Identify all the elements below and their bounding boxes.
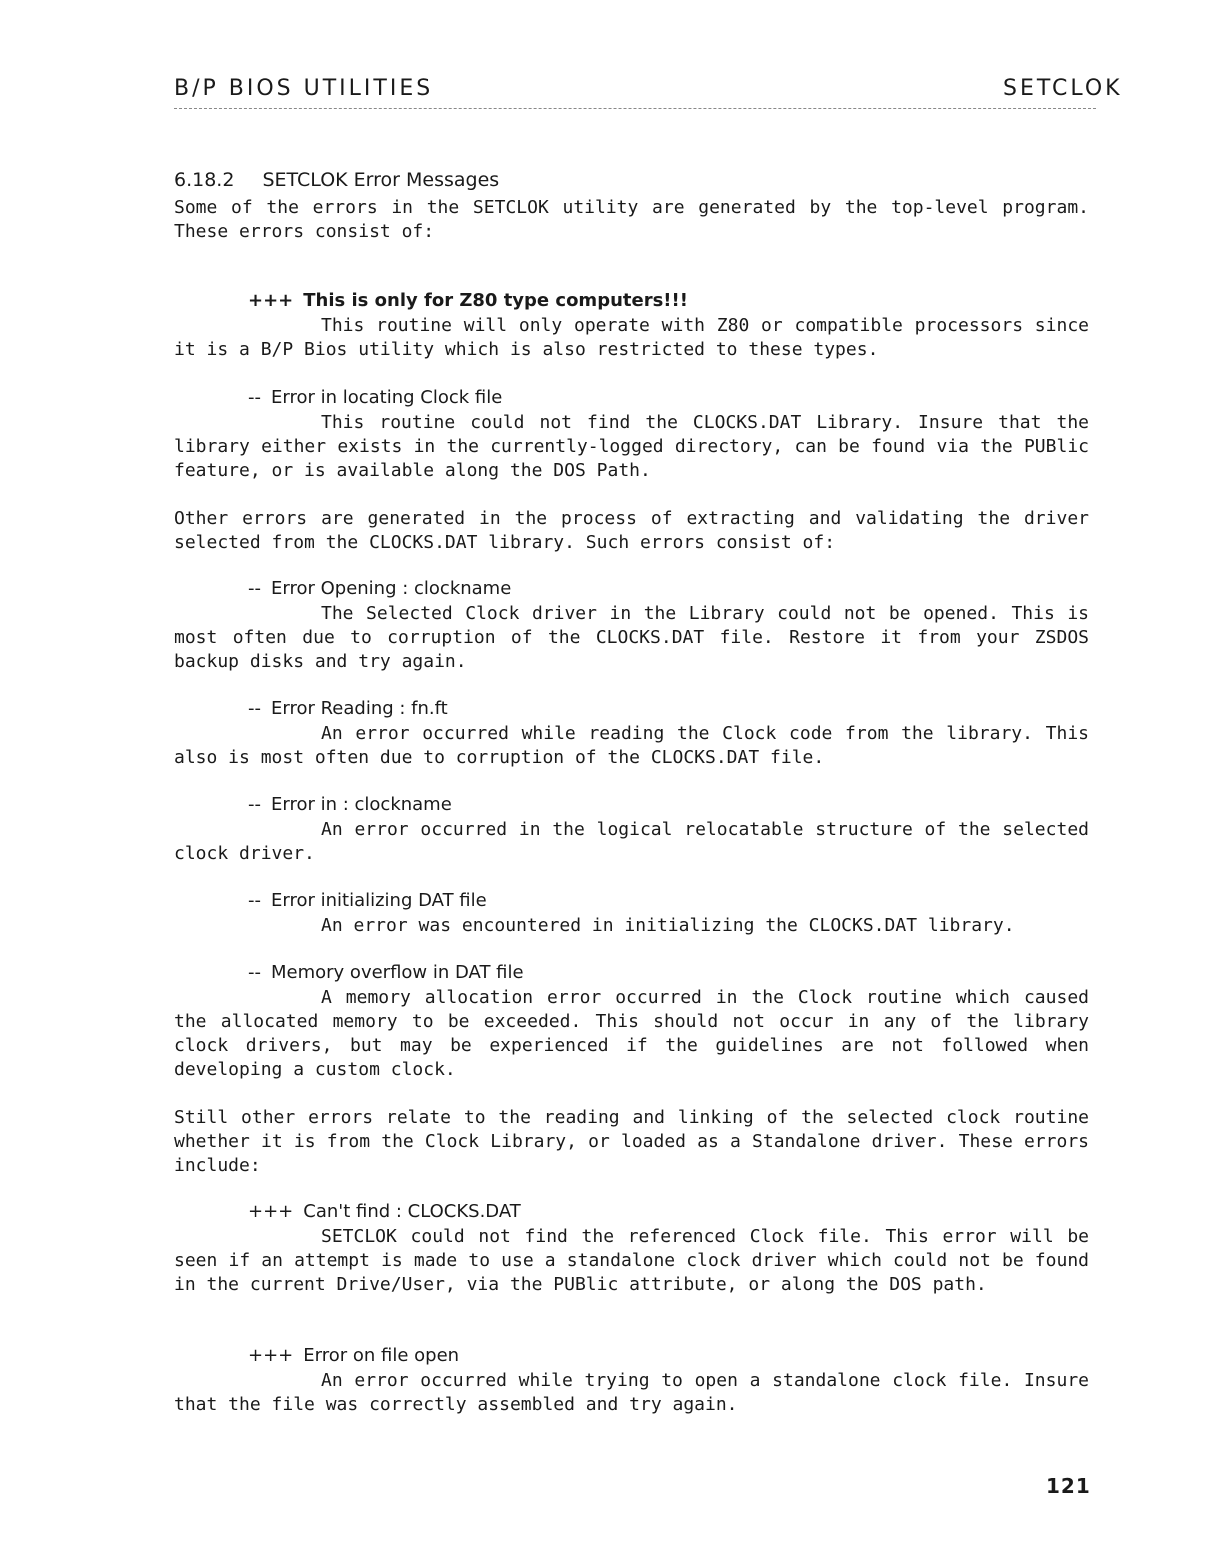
message-heading: +++ This is only for Z80 type computers!!! (248, 290, 688, 311)
message-heading: -- Error in : clockname (248, 794, 452, 815)
message-body: An error occurred in the logical relocatable structure of the selected clock driver. (174, 819, 1089, 864)
message-body: An error was encountered in initializing the CLOCKS.DAT library. (321, 915, 1015, 936)
header-rule (174, 108, 1096, 109)
running-header-left: B/P BIOS UTILITIES (174, 76, 434, 101)
closing-paragraph: Still other errors relate to the reading and linking of the selected clock routine whether it is from the Clock Library, or loaded as a Standalone driver. These errors include: (174, 1107, 1089, 1176)
section-title: SETCLOK Error Messages (262, 169, 500, 191)
section-number: 6.18.2 (174, 169, 235, 191)
intro-paragraph: Some of the errors in the SETCLOK utility are generated by the top-level program. These errors consist of: (174, 197, 1089, 242)
page-number: 121 (1046, 1474, 1091, 1498)
message-body: A memory allocation error occurred in the Clock routine which caused the allocated memory to be exceeded. This should not occur in any of the library clock drivers, but may be experienced if the guidelines are not followed when developing a custom clock. (174, 987, 1089, 1080)
message-heading: -- Memory overflow in DAT file (248, 962, 524, 983)
message-body: An error occurred while reading the Clock code from the library. This also is most often due to corruption of the CLOCKS.DAT file. (174, 723, 1089, 768)
message-heading: -- Error Opening : clockname (248, 578, 512, 599)
middle-paragraph: Other errors are generated in the process of extracting and validating the driver selected from the CLOCKS.DAT library. Such errors consist of: (174, 508, 1089, 553)
message-body: The Selected Clock driver in the Library could not be opened. This is most often due to corruption of the CLOCKS.DAT file. Restore it from your ZSDOS backup disks and try again. (174, 603, 1089, 672)
message-heading: +++ Can't find : CLOCKS.DAT (248, 1201, 521, 1222)
message-body: This routine will only operate with Z80 or compatible processors since it is a B/P Bios utility which is also restricted to these types. (174, 315, 1089, 360)
section-heading (174, 169, 499, 191)
message-heading: +++ Error on file open (248, 1345, 460, 1366)
message-heading: -- Error initializing DAT file (248, 890, 487, 911)
message-body: An error occurred while trying to open a standalone clock file. Insure that the file was correctly assembled and try again. (174, 1370, 1089, 1415)
message-heading: -- Error in locating Clock file (248, 387, 503, 408)
message-body: SETCLOK could not find the referenced Clock file. This error will be seen if an attempt is made to use a standalone clock driver which could not be found in the current Drive/User, via the PUBlic attribute, or along the DOS path. (174, 1226, 1089, 1295)
message-body: This routine could not find the CLOCKS.DAT Library. Insure that the library either exists in the currently-logged directory, can be found via the PUBlic feature, or is available along the DOS Path. (174, 412, 1089, 481)
message-heading: -- Error Reading : fn.ft (248, 698, 448, 719)
running-header-right: SETCLOK (1003, 76, 1123, 101)
